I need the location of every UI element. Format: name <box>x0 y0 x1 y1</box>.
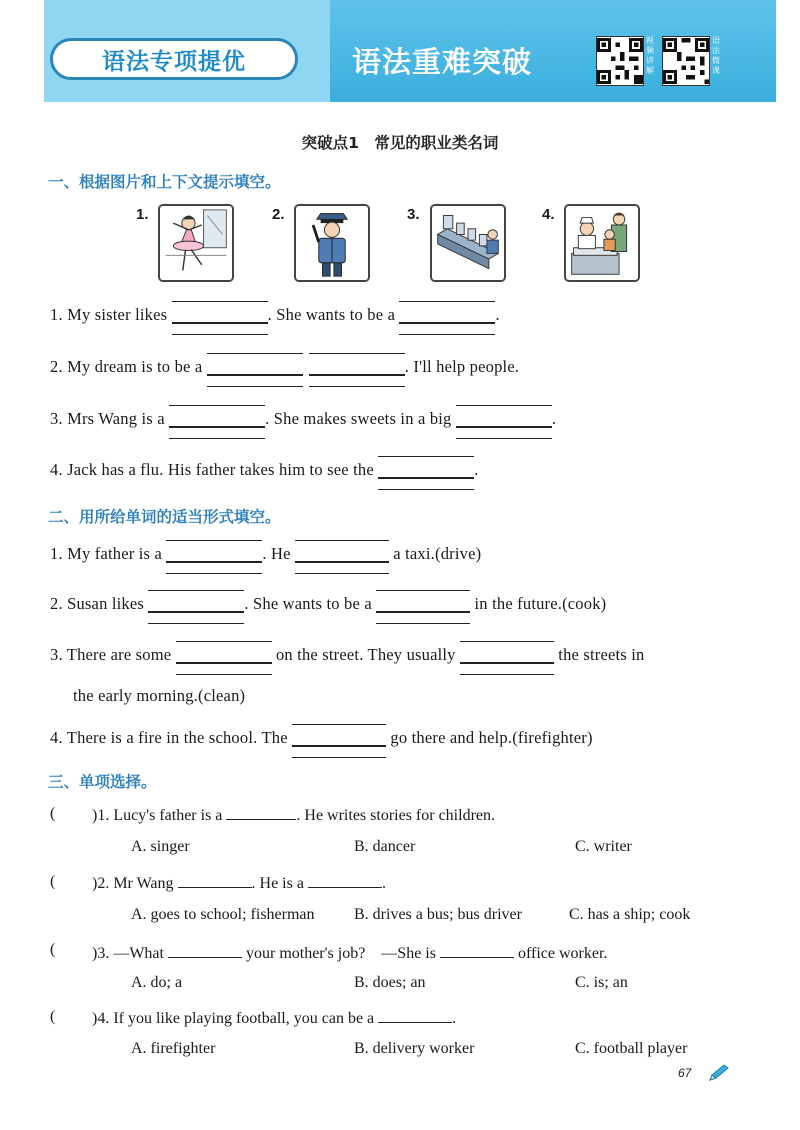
answer-paren[interactable]: ( <box>50 941 56 958</box>
answer-blank[interactable] <box>295 546 389 564</box>
option-c[interactable]: C. has a ship; cook <box>569 906 691 923</box>
answer-blank[interactable] <box>148 596 244 614</box>
answer-blank[interactable] <box>207 359 303 377</box>
section-1-question-1: 1. My sister likes . She wants to be a . <box>50 305 500 324</box>
factory-worker-icon <box>430 204 506 282</box>
qr-label-grammar: 语法微课 <box>712 36 720 75</box>
answer-blank[interactable] <box>169 411 265 429</box>
qr-code-icon[interactable] <box>596 36 644 86</box>
answer-blank[interactable] <box>309 359 405 377</box>
section-2-question-3-continued: the early morning.(clean) <box>73 686 246 705</box>
mc-question-3: )3. —What your mother's job? —She is office worker. <box>92 940 607 963</box>
answer-blank[interactable] <box>456 411 552 429</box>
answer-paren[interactable]: ( <box>50 873 56 890</box>
section-2-question-3: 3. There are some on the street. They usually the streets in <box>50 645 645 664</box>
section-1-question-3: 3. Mrs Wang is a . She makes sweets in a big . <box>50 409 557 428</box>
section-1-question-4: 4. Jack has a flu. His father takes him to see the . <box>50 460 479 479</box>
option-c[interactable]: C. writer <box>575 838 632 855</box>
answer-blank[interactable] <box>176 647 272 665</box>
option-b[interactable]: B. dancer <box>354 838 416 855</box>
option-b[interactable]: B. does; an <box>354 974 426 991</box>
picture-number: 3. <box>407 206 420 223</box>
option-b[interactable]: B. delivery worker <box>354 1040 475 1057</box>
option-c[interactable]: C. is; an <box>575 974 628 991</box>
breakthrough-point-title: 突破点1 常见的职业类名词 <box>301 134 499 152</box>
answer-underline[interactable] <box>440 942 514 958</box>
picture-number: 1. <box>136 206 149 223</box>
section-2-question-4: 4. There is a fire in the school. The go there and help.(firefighter) <box>50 728 593 747</box>
pencil-icon <box>708 1064 730 1082</box>
qr-label-video: 视频讲解 <box>646 36 654 75</box>
option-a[interactable]: A. singer <box>131 838 190 855</box>
section-2-question-1: 1. My father is a . He a taxi.(drive) <box>50 544 482 563</box>
answer-blank[interactable] <box>292 730 386 748</box>
answer-paren[interactable]: ( <box>50 805 56 822</box>
mc-question-2: )2. Mr Wang . He is a . <box>92 872 386 893</box>
section-2-question-2: 2. Susan likes . She wants to be a in the future.(cook) <box>50 594 607 613</box>
qr-code-icon[interactable] <box>662 36 710 86</box>
answer-blank[interactable] <box>376 596 470 614</box>
police-officer-icon <box>294 204 370 282</box>
section-1-question-2: 2. My dream is to be a . I'll help people. <box>50 357 520 376</box>
picture-number: 2. <box>272 206 285 223</box>
option-c[interactable]: C. football player <box>575 1040 688 1057</box>
answer-underline[interactable] <box>178 872 252 888</box>
answer-blank[interactable] <box>399 307 495 325</box>
answer-underline[interactable] <box>168 942 242 958</box>
answer-underline[interactable] <box>226 804 296 820</box>
answer-blank[interactable] <box>460 647 554 665</box>
doctor-icon <box>564 204 640 282</box>
answer-blank[interactable] <box>166 546 262 564</box>
mc-question-1: )1. Lucy's father is a . He writes stories for children. <box>92 804 495 825</box>
answer-blank[interactable] <box>172 307 268 325</box>
page-number: 67 <box>678 1066 692 1080</box>
option-b[interactable]: B. drives a bus; bus driver <box>354 906 522 923</box>
section-1-heading: 一、根据图片和上下文提示填空。 <box>48 173 281 191</box>
answer-underline[interactable] <box>308 872 382 888</box>
answer-paren[interactable]: ( <box>50 1008 56 1025</box>
section-2-heading: 二、用所给单词的适当形式填空。 <box>48 508 281 526</box>
answer-underline[interactable] <box>378 1007 452 1023</box>
picture-number: 4. <box>542 206 555 223</box>
option-a[interactable]: A. firefighter <box>131 1040 216 1057</box>
option-a[interactable]: A. do; a <box>131 974 183 991</box>
answer-blank[interactable] <box>378 462 474 480</box>
header-tag: 语法专项提优 <box>50 38 298 80</box>
mc-question-4: )4. If you like playing football, you can be a . <box>92 1007 456 1028</box>
section-3-heading: 三、单项选择。 <box>48 773 157 791</box>
option-a[interactable]: A. goes to school; fisherman <box>131 906 315 923</box>
header-title: 语法重难突破 <box>352 45 533 79</box>
dancer-icon <box>158 204 234 282</box>
